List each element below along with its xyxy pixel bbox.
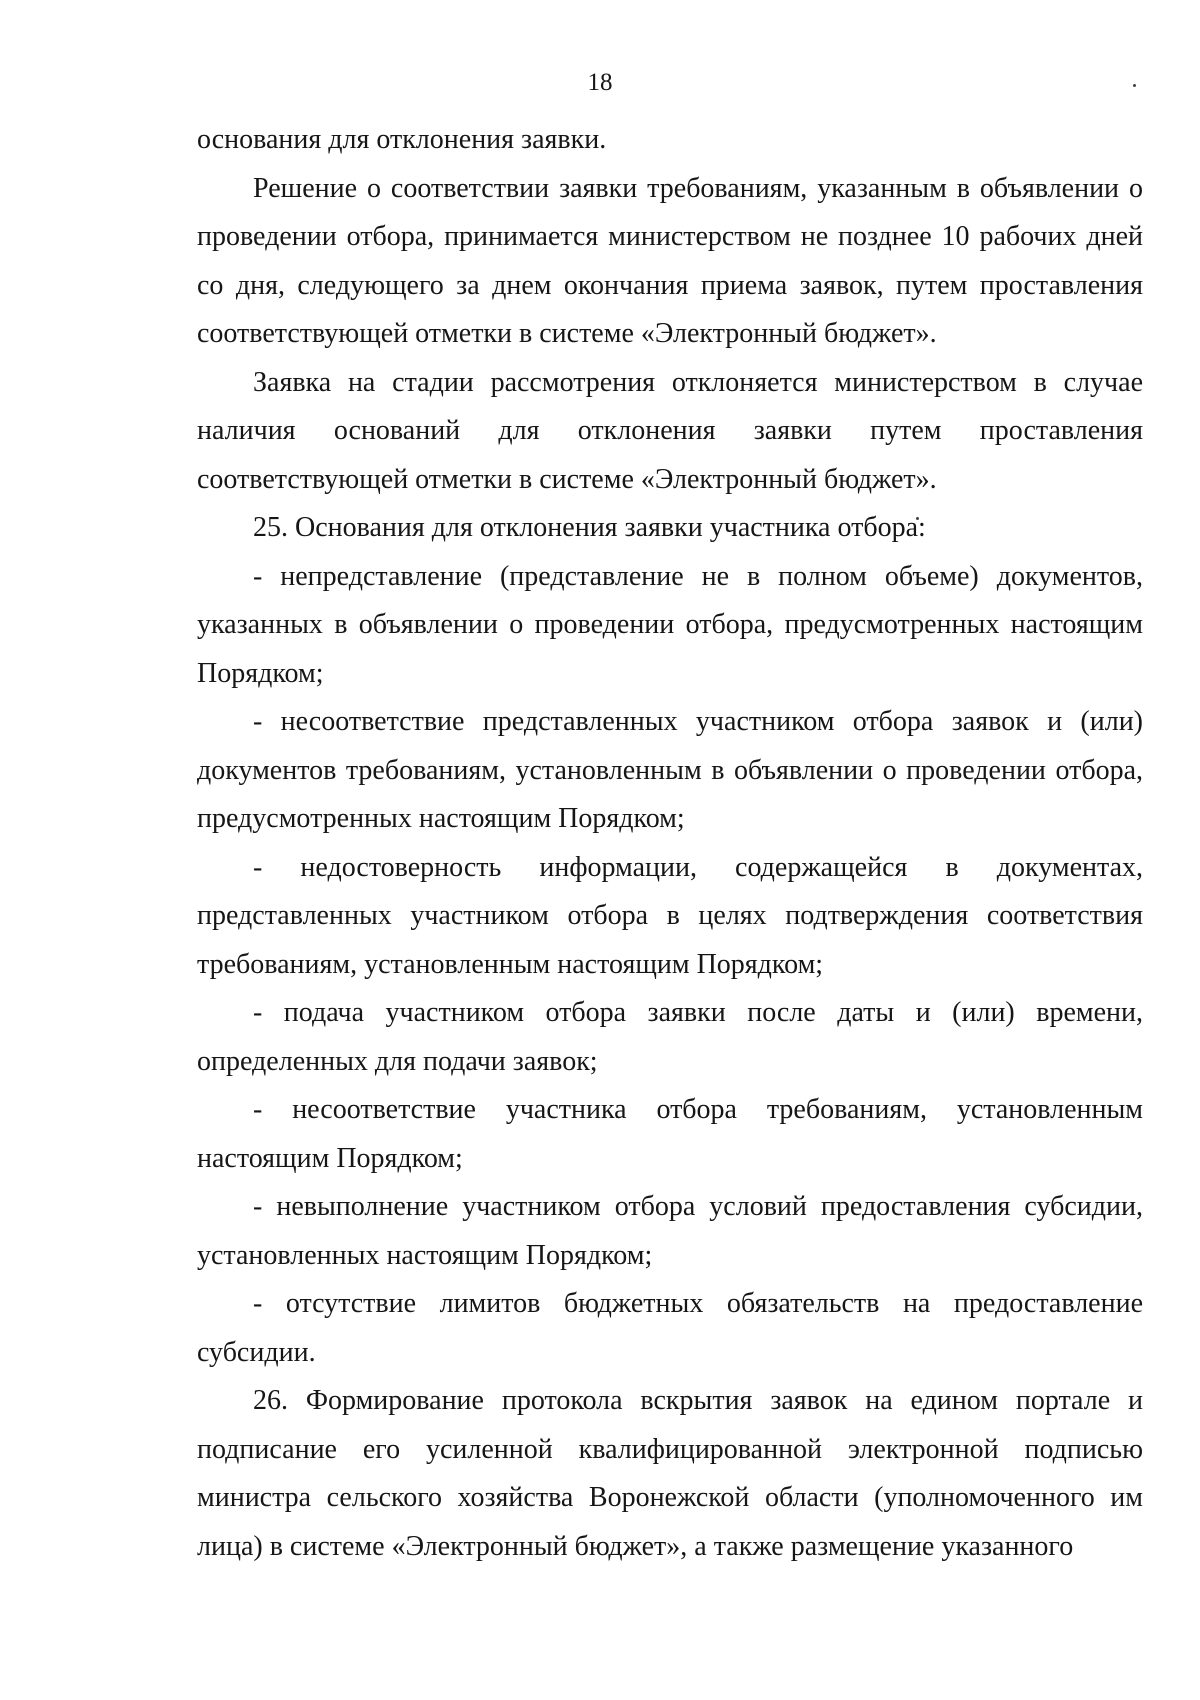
list-item-non-submission: - непредставление (представление не в полном объеме) документов, указанных в объявлении о проведении отбора, предусмотренных настоящим Порядком; <box>197 560 1143 689</box>
paragraph-rejection: Заявка на стадии рассмотрения отклоняется министерством в случае наличия оснований для отклонения заявки путем проставления соответствующей отметки в системе «Электронный бюджет». <box>197 366 1143 495</box>
document-body <box>197 116 1143 1571</box>
paragraph-continuation: основания для отклонения заявки. <box>197 124 607 155</box>
list-item-unreliable-information: - недостоверность информации, содержащейся в документах, представленных участником отбора в целях подтверждения соответствия требованиям, установленным настоящим Порядком; <box>197 851 1143 980</box>
list-item-participant-non-compliance: - несоответствие участника отбора требованиям, установленным настоящим Порядком; <box>197 1094 1143 1174</box>
list-item-conditions-not-met: - невыполнение участником отбора условий предоставления субсидии, установленных настоящим Порядком; <box>197 1191 1143 1271</box>
scan-speck <box>1133 84 1136 87</box>
list-item-non-compliance-documents: - несоответствие представленных участником отбора заявок и (или) документов требованиям, установленным в объявлении о проведении отбора, предусмотренных настоящим Порядком; <box>197 706 1143 834</box>
page-number: 18 <box>587 69 613 96</box>
list-item-no-budget-limits: - отсутствие лимитов бюджетных обязательств на предоставление субсидии. <box>197 1288 1143 1368</box>
paragraph-item-26: 26. Формирование протокола вскрытия заявок на едином портале и подписание его усиленной квалифицированной электронной подписью министра сельского хозяйства Воронежской области (уполномоченного им лица) в системе «Электронный бюджет», а также размещение указанного <box>197 1385 1143 1562</box>
paragraph-item-25-heading: 25. Основания для отклонения заявки участника отбора: <box>253 512 926 543</box>
list-item-late-submission: - подача участником отбора заявки после даты и (или) времени, определенных для подачи заявок; <box>197 997 1143 1077</box>
paragraph-decision: Решение о соответствии заявки требованиям, указанным в объявлении о проведении отбора, принимается министерством не позднее 10 рабочих дней со дня, следующего за днем окончания приема заявок, путем проставления соответствующей отметки в системе «Электронный бюджет». <box>197 172 1143 349</box>
